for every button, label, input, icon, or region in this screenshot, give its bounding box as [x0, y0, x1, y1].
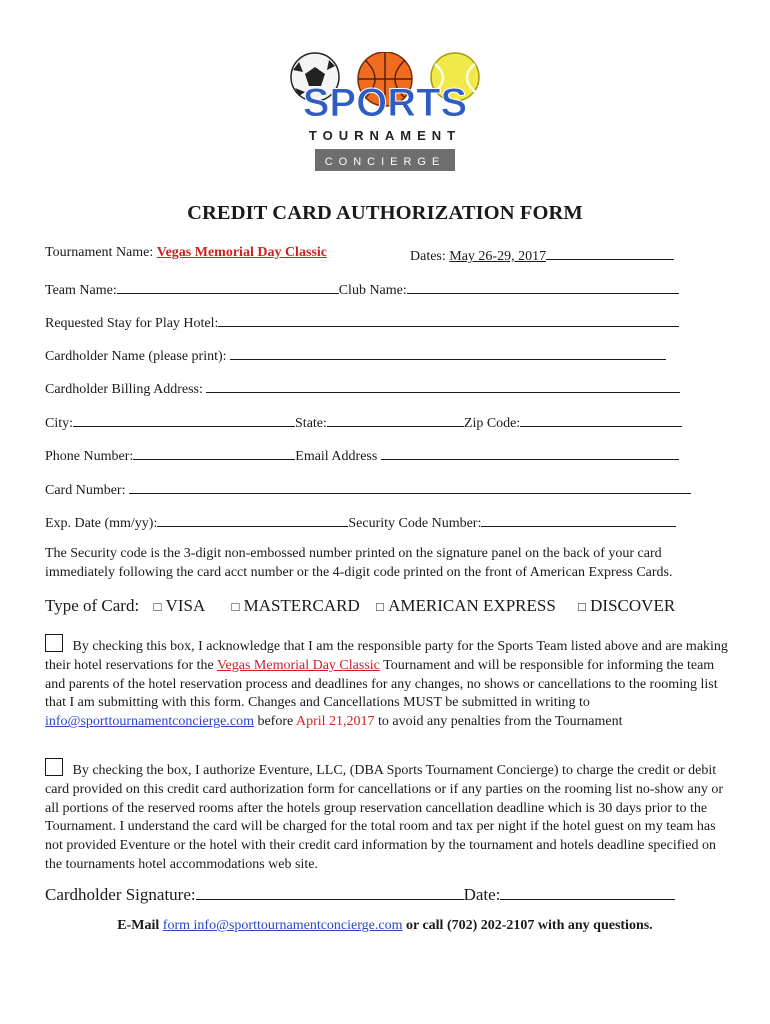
card-option-visa[interactable]: □ VISA [153, 596, 206, 615]
dates-blank[interactable] [546, 245, 674, 260]
security-code-note: The Security code is the 3-digit non-embossed number printed on the signature panel on the back of your card immediately following the card acct number or the 4-digit code printed on the front of American Express Cards. [45, 546, 673, 580]
card-number-label: Card Number: [45, 483, 126, 498]
acknowledgement-authorize-charge [45, 758, 725, 875]
footer-prefix: E-Mail [117, 918, 160, 933]
hotel-row [45, 312, 679, 332]
footer-email-link[interactable]: form info@sporttournamentconcierge.com [162, 918, 403, 933]
city-label: City: [45, 416, 74, 431]
city-state-zip-row [45, 412, 682, 432]
logo-concierge-text: CONCIERGE [324, 156, 446, 168]
sports-tournament-concierge-logo [285, 52, 485, 174]
mastercard-checkbox-icon[interactable]: □ [231, 599, 240, 614]
ack1-email-link[interactable]: info@sporttournamentconcierge.com [45, 714, 254, 730]
ack1-text-3: before [257, 714, 294, 730]
phone-number-field[interactable] [133, 445, 295, 460]
signature-row [45, 882, 675, 905]
dates-row [410, 245, 674, 265]
exp-security-row [45, 512, 676, 532]
phone-number-label: Phone Number: [45, 449, 134, 464]
dates-value[interactable]: May 26-29, 2017 [449, 249, 547, 264]
amex-checkbox-icon[interactable]: □ [376, 599, 384, 614]
exp-date-field[interactable] [157, 512, 348, 527]
security-code-field[interactable] [481, 512, 676, 527]
logo-sports-text: SPORTS [302, 81, 468, 125]
card-option-mastercard[interactable]: □ MASTERCARD [231, 596, 360, 615]
acknowledgement-responsible-party [45, 634, 735, 732]
cardholder-row [45, 345, 666, 365]
exp-date-label: Exp. Date (mm/yy): [45, 516, 158, 531]
email-address-label: Email Address [295, 449, 378, 464]
club-name-label: Club Name: [338, 283, 407, 298]
discover-checkbox-icon[interactable]: □ [578, 599, 586, 614]
state-label: State: [295, 416, 327, 431]
ack1-tournament-name: Vegas Memorial Day Classic [216, 657, 380, 673]
state-field[interactable] [327, 412, 464, 427]
billing-address-label: Cardholder Billing Address: [45, 382, 203, 397]
card-number-row [45, 479, 691, 499]
city-field[interactable] [73, 412, 295, 427]
footer-contact [0, 918, 770, 934]
ack1-text-4: to avoid any penalties from the Tournament [378, 714, 623, 730]
form-title: CREDIT CARD AUTHORIZATION FORM [187, 202, 583, 224]
tournament-name-value[interactable]: Vegas Memorial Day Classic [156, 245, 327, 260]
hotel-label: Requested Stay for Play Hotel: [45, 316, 219, 331]
ack1-deadline: April 21,2017 [295, 714, 375, 730]
billing-address-field[interactable] [206, 378, 680, 393]
billing-row [45, 378, 680, 398]
responsible-party-checkbox[interactable] [45, 634, 63, 652]
footer-suffix: or call (702) 202-2107 with any questions. [405, 918, 653, 933]
dates-label: Dates: [410, 249, 446, 264]
phone-email-row [45, 445, 679, 465]
team-name-field[interactable] [117, 279, 339, 294]
security-code-label: Security Code Number: [348, 516, 482, 531]
cardholder-signature-field[interactable] [196, 882, 464, 900]
cardholder-signature-label: Cardholder Signature: [45, 885, 196, 904]
card-option-amex[interactable]: □ AMERICAN EXPRESS [376, 596, 556, 615]
team-name-label: Team Name: [45, 283, 117, 298]
team-club-row [45, 279, 679, 299]
club-name-field[interactable] [407, 279, 679, 294]
ack1-text-1: By checking this box, I acknowledge that I am the responsible party for the Sports Team listed above and are making their hotel reservations for the [45, 639, 728, 673]
visa-checkbox-icon[interactable]: □ [153, 599, 162, 614]
tournament-label: Tournament Name: [45, 245, 154, 260]
hotel-field[interactable] [218, 312, 679, 327]
signature-date-field[interactable] [500, 882, 675, 900]
tournament-row [45, 245, 327, 261]
date-label: Date: [463, 885, 501, 904]
cardholder-name-label: Cardholder Name (please print): [45, 349, 227, 364]
card-number-field[interactable] [129, 479, 691, 494]
card-type-label: Type of Card: [45, 596, 140, 615]
cardholder-name-field[interactable] [230, 345, 666, 360]
zip-code-field[interactable] [520, 412, 682, 427]
authorize-charge-checkbox[interactable] [45, 758, 63, 776]
logo-tournament-text: TOURNAMENT [308, 128, 462, 143]
card-type-row [45, 596, 675, 616]
ack1-text-2: Tournament and will be responsible for informing the team and parents of the hotel reservation process and deadlines for any changes, no shows or cancellations to the rooming list that I am submitting with this form. Changes and Cancellations MUST be submitted in writing to [45, 657, 718, 711]
card-option-discover[interactable]: □ DISCOVER [578, 596, 676, 615]
zip-code-label: Zip Code: [463, 416, 521, 431]
ack2-text: By checking the box, I authorize Eventure, LLC, (DBA Sports Tournament Concierge) to charge the credit or debit card provided on this credit card authorization form for cancellations or if any parties on the rooming list no-show any or all portions of the reserved rooms after the hotels group reservation cancellation deadline which is 30 days prior to the Tournament. I understand the card will be charged for the total room and tax per night if the hotel guest on my team has not provided Eventure or the hotel with their credit card information by the tournament and hotels deadline specified on the tournaments hotel accommodations web site. [45, 763, 724, 872]
email-address-field[interactable] [381, 445, 679, 460]
